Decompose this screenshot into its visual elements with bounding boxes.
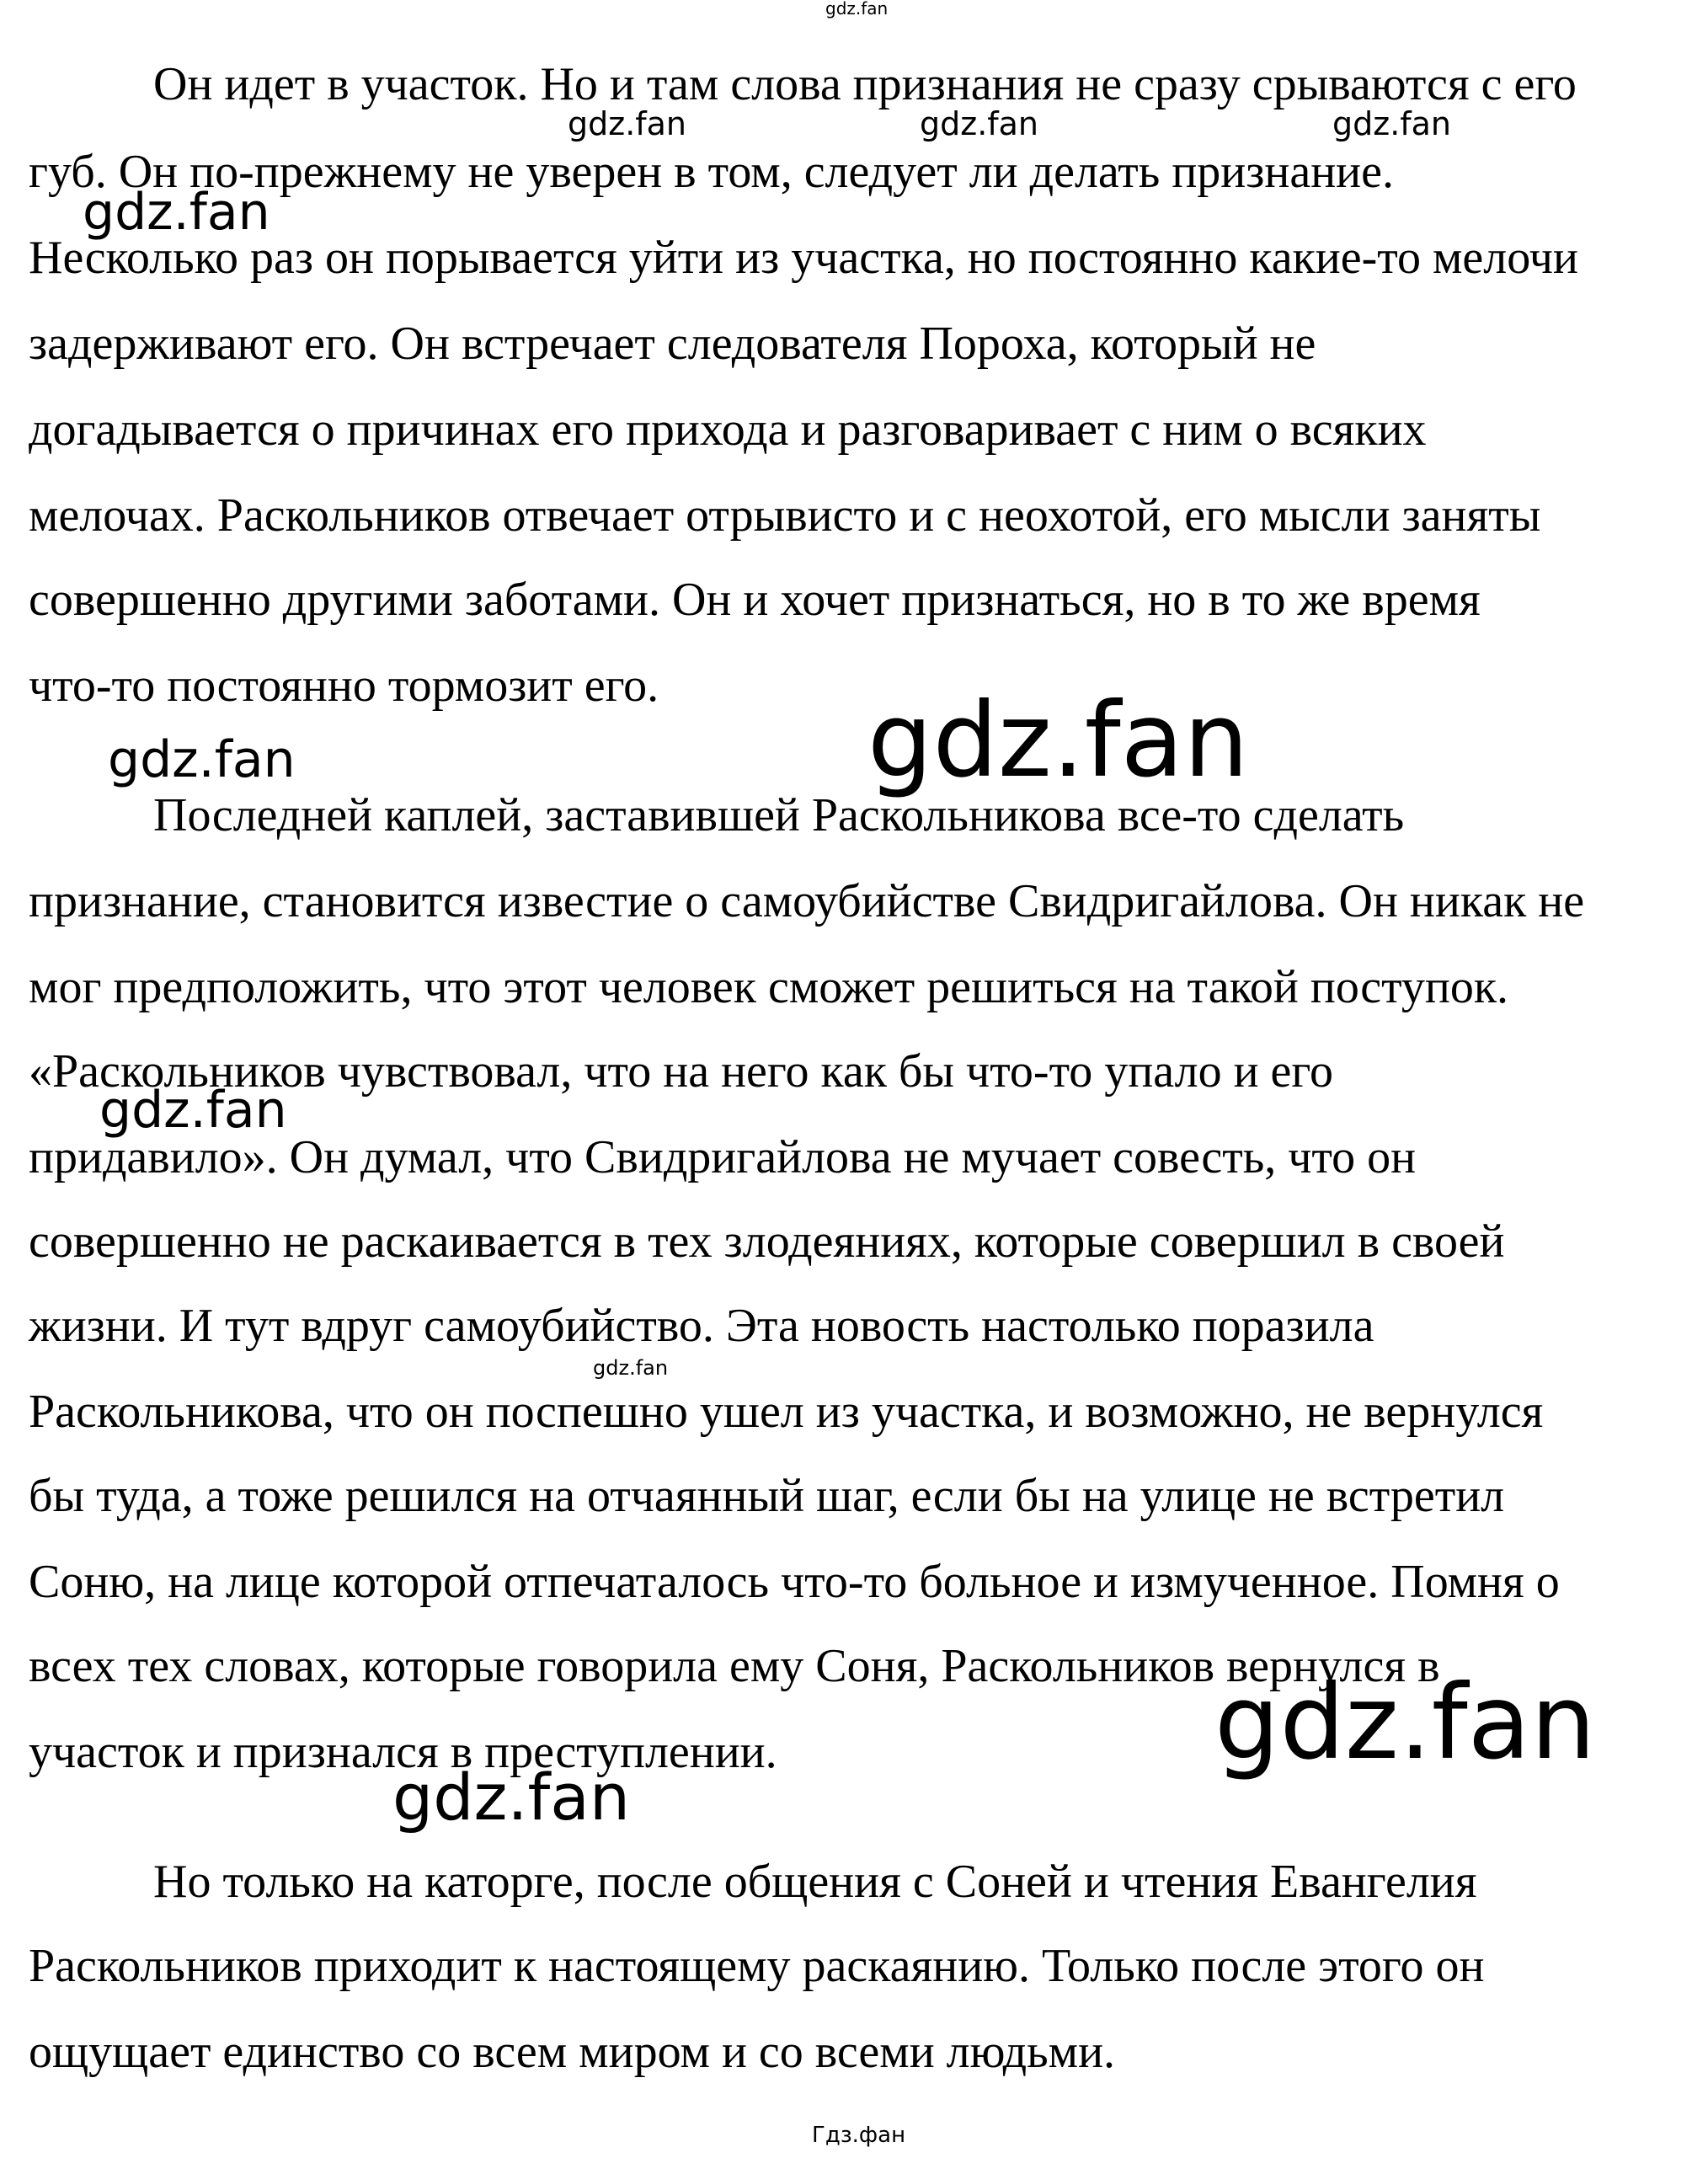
paragraph-1-line-3: Несколько раз он порывается уйти из участка, но постоянно какие-то мелочи (29, 232, 1578, 284)
paragraph-1-line-8: что-то постоянно тормозит его. (29, 660, 659, 712)
paragraph-1-line-6: мелочах. Раскольников отвечает отрывисто и с неохотой, его мысли заняты (29, 489, 1541, 542)
paragraph-3-line-3: ощущает единство со всем миром и со всеми людьми. (29, 2026, 1116, 2078)
paragraph-2-line-1: Последней каплей, заставившей Раскольникова все-то сделать (153, 789, 1405, 841)
page-footer: Гдз.фан (812, 2123, 906, 2148)
paragraph-1-line-1: Он идет в участок. Но и там слова признания не сразу срываются с его (153, 58, 1577, 110)
watermark-top: gdz.fan (825, 0, 889, 19)
paragraph-1-line-2: губ. Он по-прежнему не уверен в том, следует ли делать признание. (29, 146, 1394, 198)
paragraph-2-line-7: жизни. И тут вдруг самоубийство. Эта новость настолько поразила (29, 1300, 1374, 1352)
paragraph-2-line-3: мог предположить, что этот человек сможет решиться на такой поступок. (29, 961, 1509, 1013)
paragraph-3-line-1: Но только на каторге, после общения с Соней и чтения Евангелия (153, 1856, 1477, 1908)
watermark: gdz.fan (920, 105, 1039, 142)
paragraph-2-line-5: придавило». Он думал, что Свидригайлова не мучает совесть, что он (29, 1131, 1417, 1183)
watermark: gdz.fan (1332, 105, 1452, 142)
paragraph-1-line-5: догадывается о причинах его прихода и разговаривает с ним о всяких (29, 403, 1427, 456)
paragraph-3-line-2: Раскольников приходит к настоящему раскаянию. Только после этого он (29, 1940, 1485, 1992)
paragraph-2-line-9: бы туда, а тоже решился на отчаянный шаг, если бы на улице не встретил (29, 1470, 1505, 1522)
watermark: gdz.fan (867, 681, 1249, 800)
paragraph-2-line-10: Соню, на лице которой отпечаталось что-то больное и измученное. Помня о (29, 1556, 1560, 1608)
watermark: gdz.fan (568, 105, 687, 142)
watermark: gdz.fan (108, 730, 296, 789)
watermark: gdz.fan (593, 1356, 669, 1380)
paragraph-2-line-6: совершенно не раскаивается в тех злодеяниях, которые совершил в своей (29, 1215, 1505, 1268)
watermark: gdz.fan (99, 1081, 287, 1140)
paragraph-2-line-11: всех тех словах, которые говорила ему Соня, Раскольников вернулся в (29, 1640, 1440, 1692)
paragraph-2-line-12: участок и признался в преступлении. (29, 1726, 777, 1778)
watermark: gdz.fan (1214, 1663, 1596, 1782)
paragraph-2-line-8: Раскольникова, что он поспешно ушел из участка, и возможно, не вернулся (29, 1386, 1544, 1438)
paragraph-2-line-2: признание, становится известие о самоубийстве Свидригайлова. Он никак не (29, 875, 1585, 927)
watermark: gdz.fan (392, 1760, 631, 1835)
watermark: gdz.fan (83, 183, 270, 242)
paragraph-1-line-7: совершенно другими заботами. Он и хочет признаться, но в то же время (29, 574, 1481, 626)
paragraph-2-line-4: «Раскольников чувствовал, что на него как бы что-то упало и его (29, 1045, 1333, 1098)
paragraph-1-line-4: задерживают его. Он встречает следователя Пороха, который не (29, 318, 1316, 370)
